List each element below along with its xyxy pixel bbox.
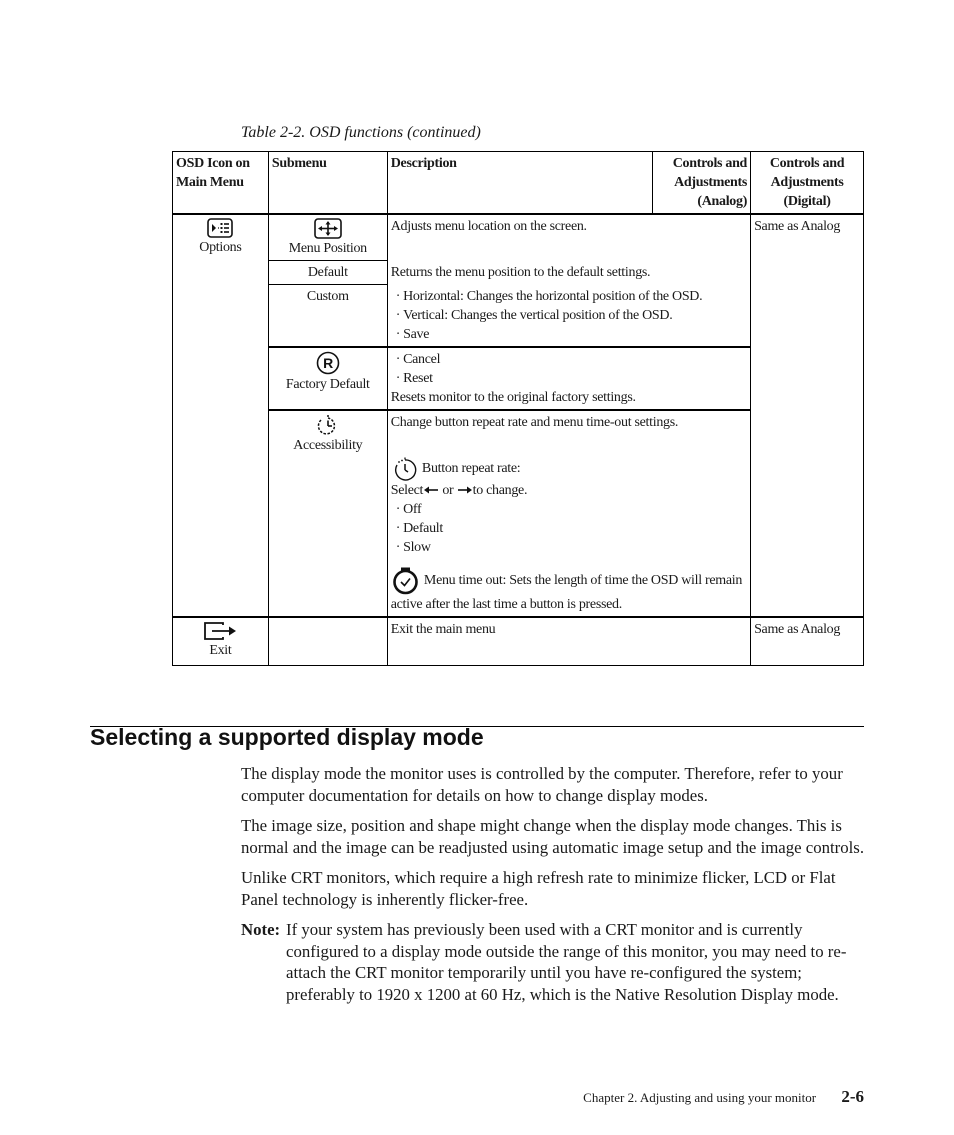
menu-position-icon (314, 218, 342, 239)
header-analog: Controls and Adjustments (Analog) (653, 152, 751, 215)
repeat-rate-icon (391, 457, 419, 481)
list-item: · Cancel (391, 350, 747, 369)
table-header-row (173, 152, 864, 215)
section-title: Selecting a supported display mode (90, 724, 484, 750)
exit-label: Exit (209, 642, 232, 658)
list-item: · Off (391, 500, 747, 519)
factory-default-text: Resets monitor to the original factory settings. (390, 389, 636, 405)
options-label: Options (199, 240, 242, 255)
timeout-row (391, 567, 747, 614)
exit-description: Exit the main menu (387, 617, 750, 666)
timeout-text: Menu time out: Sets the length of time the OSD will remain active after the last time a button is pressed. (390, 572, 743, 612)
menu-position-cell (268, 214, 387, 261)
accessibility-cell (268, 410, 387, 617)
header-submenu: Submenu (268, 152, 387, 215)
stopwatch-icon (391, 567, 421, 595)
menu-position-label: Menu Position (288, 241, 367, 256)
exit-submenu (268, 617, 387, 666)
list-item: · Reset (391, 369, 747, 388)
factory-reset-icon (316, 351, 340, 375)
osd-functions-table (172, 151, 864, 666)
header-icon: OSD Icon on Main Menu (173, 152, 269, 215)
list-item: · Save (391, 325, 747, 344)
note-text: If your system has previously been used with a CRT monitor and is currently configured to a display mode outside the range of this monitor, you may need to re-attach the CRT monitor temporarily until you have re-configured the system; preferably to 1920 x 1200 at 60 Hz, which is the Native Resolution Display mode. (286, 920, 847, 1004)
list-item: · Default (391, 519, 747, 538)
exit-digital: Same as Analog (751, 617, 864, 666)
left-arrow-icon (423, 485, 439, 495)
page-number: 2-6 (841, 1087, 864, 1106)
exit-icon (203, 621, 237, 641)
header-digital: Controls and Adjustments (Digital) (751, 152, 864, 215)
list-item: · Vertical: Changes the vertical position of the OSD. (391, 306, 747, 325)
accessibility-description (387, 410, 750, 617)
table-row (173, 617, 864, 666)
footer-chapter: Chapter 2. Adjusting and using your monitor (583, 1090, 817, 1105)
factory-default-description (387, 347, 750, 410)
default-description: Returns the menu position to the default settings. (387, 261, 750, 285)
paragraph: The image size, position and shape might change when the display mode changes. This is normal and the image can be readjusted using automatic image setup and the image controls. (241, 816, 865, 857)
custom-submenu: Custom (268, 285, 387, 347)
paragraph: Unlike CRT monitors, which require a high refresh rate to minimize flicker, LCD or Flat Panel technology is inherently flicker-free. (241, 868, 836, 909)
list-item: · Horizontal: Changes the horizontal position of the OSD. (391, 287, 747, 306)
section-body (241, 763, 865, 1005)
menu-position-description: Adjusts menu location on the screen. (387, 214, 750, 261)
accessibility-timer-icon (316, 414, 340, 436)
exit-cell (173, 617, 269, 666)
table-caption: Table 2-2. OSD functions (continued) (241, 124, 481, 141)
right-arrow-icon (457, 485, 473, 495)
list-item: · Slow (391, 538, 747, 557)
repeat-rate-title: Button repeat rate: (421, 460, 521, 476)
paragraph: The display mode the monitor uses is controlled by the computer. Therefore, refer to your computer documentation for details on how to change display modes. (241, 764, 843, 805)
default-submenu: Default (268, 261, 387, 285)
options-digital: Same as Analog (751, 214, 864, 617)
note-block (241, 919, 865, 1005)
select-instruction: Select or to change. (390, 482, 528, 498)
note-label: Note: (241, 920, 281, 939)
factory-default-cell (268, 347, 387, 410)
factory-default-label: Factory Default (285, 376, 370, 392)
custom-description (387, 285, 750, 347)
options-cell (173, 214, 269, 617)
header-description: Description (387, 152, 652, 215)
repeat-rate-row (391, 457, 747, 481)
table-row (173, 214, 864, 261)
svg-text:R: R (322, 354, 333, 371)
page-footer (560, 1087, 864, 1107)
options-icon (207, 218, 233, 238)
accessibility-label: Accessibility (293, 437, 363, 453)
accessibility-intro: Change button repeat rate and menu time-out settings. (390, 414, 679, 430)
